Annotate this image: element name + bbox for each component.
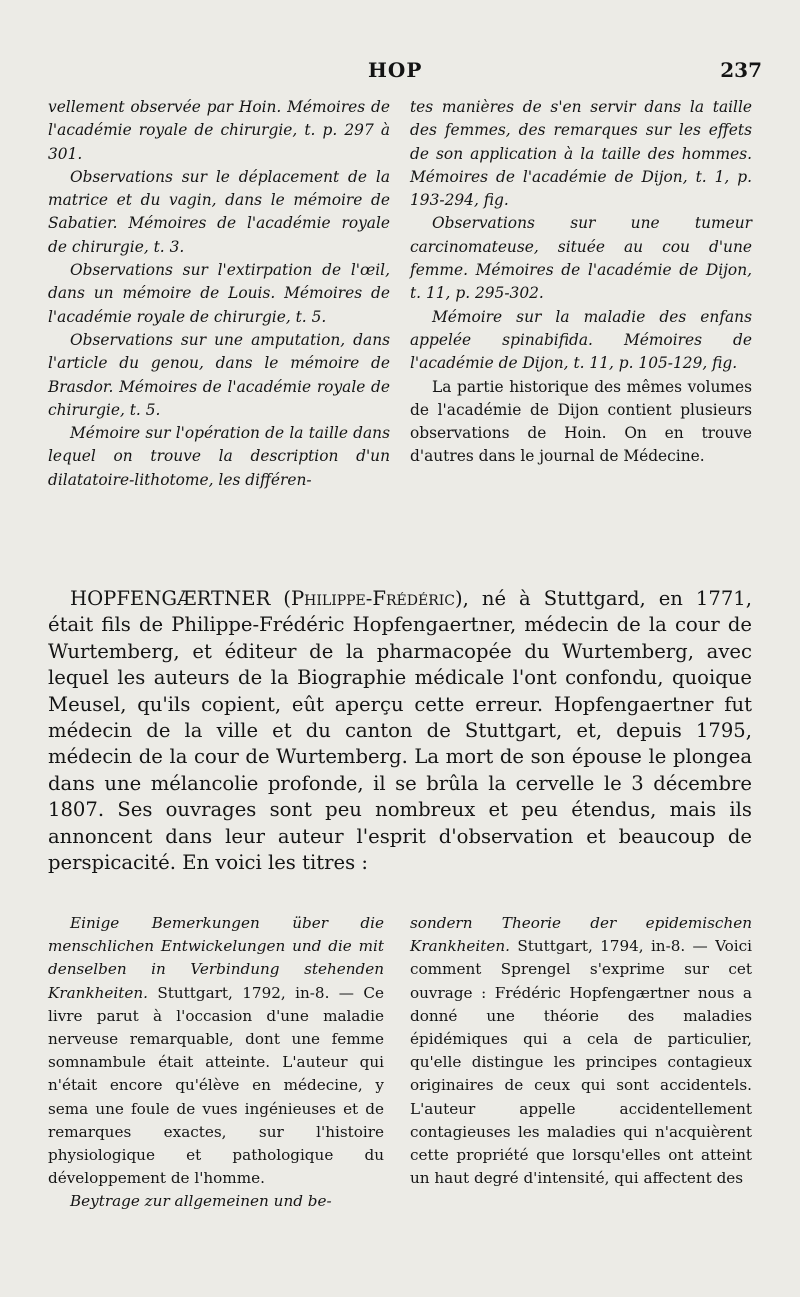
work-entry-continued [410, 912, 752, 1190]
top-right-column [410, 96, 752, 469]
running-title: HOP [368, 58, 423, 82]
bibliography-entry: Observations sur une tumeur carcinomateuse, située au cou d'une femme. Mémoires de l'académie de Dijon, t. 11, p. 295-302. [410, 214, 752, 303]
work-description: Stuttgart, 1794, in-8. — Voici comment Sprengel s'exprime sur cet ouvrage : Frédéric Hopfengærtner nous a donné une théorie des maladies épidémiques qui a cela de particulier, qu'elle distingue les principes contagieux originaires de ceux qui sont accidentels. L'auteur appelle accidentellement contagieuses les maladies qui n'acquièrent cette propriété que lorsqu'elles ont atteint un haut degré d'intensité, qui affectent des [410, 937, 753, 1188]
biography-entry [48, 586, 752, 876]
entry-headword: HOPFENGÆRTNER [70, 587, 271, 610]
work-title: Einige Bemerkungen über die menschlichen Entwickelungen und die mit denselben in Verbindung stehenden Krankheiten. [48, 914, 384, 1002]
biography-paragraph: HOPFENGÆRTNER (Philippe-Frédéric), né à Stuttgard, en 1771, était fils de Philippe-Frédéric Hopfengaertner, médecin de la cour de Wurtemberg, et éditeur de la pharmacopée du Wurtemberg, avec lequel les auteurs de la Biographie médicale l'ont confondu, quoique Meusel, qu'ils copient, eût aperçu cette erreur. Hopfengaertner fut médecin de la ville et du canton de Stuttgart, et, depuis 1795, médecin de la cour de Wurtemberg. La mort de son épouse le plongea dans une mélancolie profonde, il se brûla la cervelle le 3 décembre 1807. Ses ouvrages sont peu nombreux et peu étendus, mais ils annoncent dans leur auteur l'esprit d'observation et beaucoup de perspicacité. En voici les titres : [48, 587, 753, 875]
work-title: sondern Theorie der epidemischen Krankheiten. [410, 914, 752, 956]
top-left-column [48, 96, 390, 492]
bibliography-entry: Observations sur une amputation, dans l'article du genou, dans le mémoire de Brasdor. Mémoires de l'académie royale de chirurgie, t. 5. [48, 330, 390, 419]
bibliography-entry: vellement observée par Hoin. Mémoires de l'académie royale de chirurgie, t. p. 297 à 301. [48, 98, 390, 163]
work-description: Stuttgart, 1792, in-8. — Ce livre parut à l'occasion d'une maladie nerveuse remarquable, dont une femme somnambule était atteinte. L'auteur qui n'était encore qu'élève en médecine, y sema une foule de vues ingénieuses et de remarques exactes, sur l'histoire physiologique et pathologique du développement de l'homme. [48, 983, 384, 1188]
bibliography-entry: Mémoire sur la maladie des enfans appelée spinabifida. Mémoires de l'académie de Dijon, t. 11, p. 105-129, fig. [410, 307, 752, 373]
bibliography-entry: Mémoire sur l'opération de la taille dans lequel on trouve la description d'un dilatatoire-lithotome, les différen- [48, 424, 390, 489]
bibliography-entry: Observations sur le déplacement de la matrice et du vagin, dans le mémoire de Sabatier. Mémoires de l'académie royale de chirurgie, t. 3. [48, 167, 390, 256]
entry-body-text: ), né à Stuttgard, en 1771, était fils de Philippe-Frédéric Hopfengaertner, médecin de la cour de Wurtemberg, et éditeur de la pharmacopée du Wurtemberg, avec lequel les auteurs de la Biographie médicale l'ont confondu, quoique Meusel, qu'ils copient, eût aperçu cette erreur. Hopfengaertner fut médecin de la ville et du canton de Stuttgart, et, depuis 1795, médecin de la cour de Wurtemberg. La mort de son épouse le plongea dans une mélancolie profonde, il se brûla la cervelle le 3 décembre 1807. Ses ouvrages sont peu nombreux et peu étendus, mais ils annoncent dans leur auteur l'esprit d'observation et beaucoup de perspicacité. En voici les titres : [48, 587, 753, 875]
bibliography-entry: Observations sur l'extirpation de l'œil, dans un mémoire de Louis. Mémoires de l'académie royale de chirurgie, t. 5. [48, 261, 390, 326]
bibliography-entry: tes manières de s'en servir dans la taille des femmes, des remarques sur les effets de son application à la taille des hommes. Mémoires de l'académie de Dijon, t. 1, p. 193-294, fig. [410, 98, 752, 210]
bottom-right-column [410, 912, 752, 1190]
work-entry [48, 912, 384, 1190]
page-number: 237 [720, 58, 762, 82]
work-entry-start: Beytrage zur allgemeinen und be- [70, 1192, 332, 1211]
running-head [0, 58, 800, 86]
historical-note: La partie historique des mêmes volumes de l'académie de Dijon contient plusieurs observations de Hoin. On en trouve d'autres dans le journal de Médecine. [410, 377, 752, 466]
entry-given-names: Philippe-Frédéric [290, 587, 455, 610]
bottom-left-column [48, 912, 384, 1214]
